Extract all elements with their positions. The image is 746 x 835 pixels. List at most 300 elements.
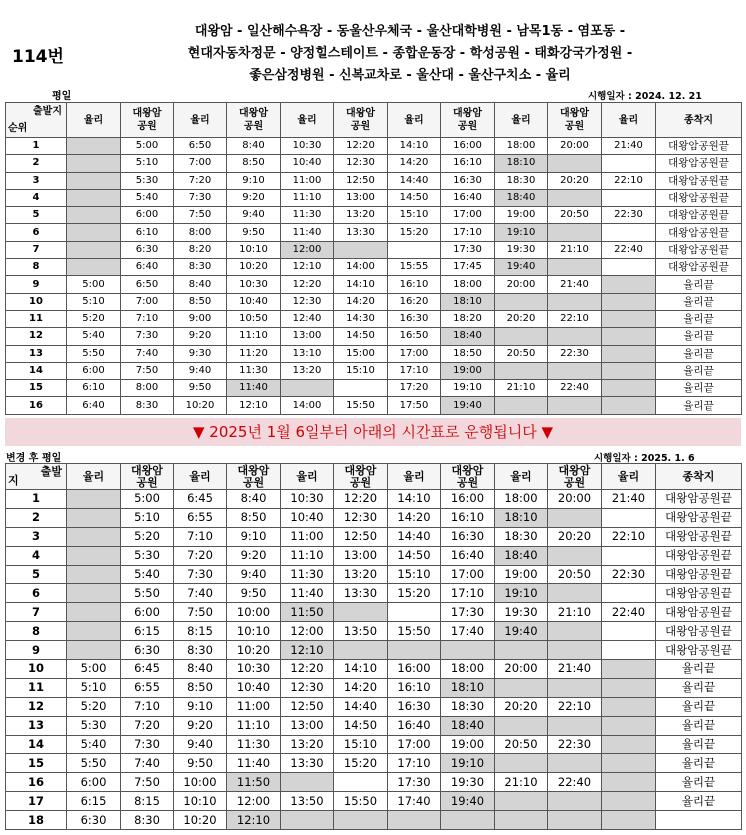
table-row	[6, 207, 742, 224]
departure-time-cell: 19:00	[495, 207, 548, 224]
column-header: 율리	[495, 103, 548, 138]
destination-cell: 대왕암공원끝	[656, 259, 742, 276]
timetable-weekday	[5, 102, 742, 415]
table-row	[6, 811, 742, 830]
header-row	[6, 103, 742, 138]
column-header: 대왕암 공원	[548, 103, 602, 138]
column-header: 율리	[281, 103, 334, 138]
departure-time-cell: 11:00	[227, 697, 281, 716]
departure-time-cell: 14:20	[388, 155, 441, 172]
departure-time-cell: 17:50	[388, 397, 441, 414]
departure-time-cell: 8:15	[121, 792, 174, 811]
departure-time-cell: 10:10	[227, 622, 281, 641]
departure-time-cell: 18:30	[441, 697, 495, 716]
departure-time-cell: 12:00	[281, 622, 334, 641]
departure-time-cell: 21:40	[602, 490, 656, 509]
departure-time-cell: 6:50	[174, 138, 227, 155]
column-header: 율리	[495, 464, 548, 490]
table-row	[6, 397, 742, 414]
departure-time-cell	[67, 641, 121, 660]
departure-time-cell: 14:50	[334, 716, 388, 735]
departure-time-cell: 11:40	[227, 380, 281, 397]
column-header: 대왕암 공원	[121, 103, 174, 138]
column-header: 대왕암 공원	[441, 103, 495, 138]
destination-cell: 대왕암공원끝	[656, 490, 742, 509]
departure-time-cell: 8:40	[174, 276, 227, 293]
table-row	[6, 716, 742, 735]
table1-effective-date: 시행일자 : 2024. 12. 21	[588, 91, 702, 102]
departure-time-cell: 10:30	[281, 138, 334, 155]
departure-time-cell: 18:10	[495, 508, 548, 527]
departure-time-cell: 5:40	[121, 189, 174, 206]
departure-time-cell	[388, 641, 441, 660]
departure-time-cell: 8:20	[174, 241, 227, 258]
destination-cell: 대왕암공원끝	[656, 546, 742, 565]
departure-time-cell: 11:30	[227, 735, 281, 754]
departure-time-cell: 17:00	[441, 207, 495, 224]
destination-cell: 대왕암공원끝	[656, 138, 742, 155]
departure-time-cell: 19:40	[495, 622, 548, 641]
destination-cell: 율리끝	[656, 716, 742, 735]
departure-time-cell: 5:40	[67, 328, 121, 345]
departure-time-cell: 6:10	[67, 380, 121, 397]
departure-time-cell	[495, 293, 548, 310]
table-row	[6, 189, 742, 206]
departure-time-cell	[281, 380, 334, 397]
table-row	[6, 241, 742, 258]
departure-time-cell: 17:20	[388, 380, 441, 397]
departure-time-cell	[602, 660, 656, 679]
column-header: 율리	[174, 103, 227, 138]
column-header: 율리	[67, 103, 121, 138]
departure-time-cell: 13:20	[281, 735, 334, 754]
departure-time-cell: 22:10	[602, 527, 656, 546]
departure-time-cell	[388, 241, 441, 258]
departure-time-cell: 12:40	[281, 310, 334, 327]
departure-time-cell	[602, 259, 656, 276]
departure-time-cell: 12:10	[281, 259, 334, 276]
departure-time-cell: 11:30	[227, 362, 281, 379]
departure-time-cell: 22:10	[548, 310, 602, 327]
table-row	[6, 603, 742, 622]
table-row	[6, 345, 742, 362]
departure-time-cell: 15:10	[388, 207, 441, 224]
rank-cell: 3	[6, 172, 67, 189]
departure-time-cell: 11:00	[281, 172, 334, 189]
departure-time-cell: 16:00	[441, 490, 495, 509]
table-row	[6, 380, 742, 397]
table2-effective-date: 시행일자 : 2025. 1. 6	[594, 453, 695, 464]
departure-time-cell: 16:40	[441, 189, 495, 206]
departure-time-cell: 6:10	[121, 224, 174, 241]
destination-cell: 대왕암공원끝	[656, 584, 742, 603]
departure-time-cell: 18:30	[495, 172, 548, 189]
departure-time-cell: 19:30	[441, 773, 495, 792]
table-row	[6, 362, 742, 379]
departure-time-cell	[548, 546, 602, 565]
rank-cell: 11	[6, 678, 67, 697]
departure-time-cell: 5:30	[121, 172, 174, 189]
departure-time-cell: 22:30	[548, 735, 602, 754]
departure-time-cell: 5:20	[67, 310, 121, 327]
departure-time-cell: 16:40	[388, 716, 441, 735]
departure-time-cell: 19:00	[441, 362, 495, 379]
rank-cell: 6	[6, 584, 67, 603]
corner-origin-label: 출발	[40, 465, 62, 478]
departure-time-cell	[67, 622, 121, 641]
table-row	[6, 546, 742, 565]
departure-time-cell	[602, 622, 656, 641]
departure-time-cell: 17:00	[388, 735, 441, 754]
departure-time-cell	[67, 138, 121, 155]
departure-time-cell: 16:50	[388, 328, 441, 345]
departure-time-cell: 19:00	[441, 735, 495, 754]
departure-time-cell: 8:00	[174, 224, 227, 241]
departure-time-cell: 22:10	[602, 172, 656, 189]
table-row	[6, 565, 742, 584]
departure-time-cell: 8:50	[174, 293, 227, 310]
departure-time-cell: 18:00	[495, 490, 548, 509]
departure-time-cell: 20:20	[548, 527, 602, 546]
departure-time-cell: 17:10	[441, 224, 495, 241]
departure-time-cell: 5:10	[67, 293, 121, 310]
departure-time-cell: 7:10	[174, 527, 227, 546]
departure-time-cell	[548, 754, 602, 773]
departure-time-cell: 6:15	[67, 792, 121, 811]
departure-time-cell: 17:30	[441, 241, 495, 258]
departure-time-cell: 9:10	[227, 172, 281, 189]
table-row	[6, 293, 742, 310]
departure-time-cell: 11:40	[227, 754, 281, 773]
departure-time-cell: 13:10	[281, 345, 334, 362]
departure-time-cell	[602, 584, 656, 603]
departure-time-cell: 16:00	[388, 660, 441, 679]
departure-time-cell: 7:50	[174, 207, 227, 224]
departure-time-cell: 14:50	[388, 546, 441, 565]
departure-time-cell	[602, 641, 656, 660]
departure-time-cell: 17:00	[388, 345, 441, 362]
departure-time-cell: 14:10	[334, 660, 388, 679]
departure-time-cell: 18:20	[441, 310, 495, 327]
departure-time-cell: 10:40	[281, 508, 334, 527]
departure-time-cell: 20:00	[548, 490, 602, 509]
departure-time-cell: 5:00	[67, 276, 121, 293]
departure-time-cell: 7:00	[121, 293, 174, 310]
departure-time-cell: 13:20	[334, 207, 388, 224]
departure-time-cell: 5:10	[67, 678, 121, 697]
departure-time-cell: 6:50	[121, 276, 174, 293]
rank-cell: 2	[6, 155, 67, 172]
destination-cell: 대왕암공원끝	[656, 241, 742, 258]
departure-time-cell: 14:30	[334, 310, 388, 327]
departure-time-cell: 17:45	[441, 259, 495, 276]
departure-time-cell: 18:40	[441, 328, 495, 345]
departure-time-cell: 21:10	[548, 603, 602, 622]
corner-header	[6, 464, 67, 490]
departure-time-cell: 7:50	[121, 362, 174, 379]
departure-time-cell: 10:00	[174, 773, 227, 792]
departure-time-cell: 20:20	[495, 310, 548, 327]
departure-time-cell	[602, 293, 656, 310]
destination-cell: 대왕암공원끝	[656, 207, 742, 224]
table-row	[6, 276, 742, 293]
departure-time-cell: 16:10	[441, 155, 495, 172]
departure-time-cell: 15:50	[334, 792, 388, 811]
departure-time-cell	[602, 276, 656, 293]
rank-cell: 14	[6, 362, 67, 379]
departure-time-cell	[281, 773, 334, 792]
rank-cell: 11	[6, 310, 67, 327]
table-row	[6, 259, 742, 276]
departure-time-cell: 20:00	[548, 138, 602, 155]
departure-time-cell: 12:20	[281, 660, 334, 679]
departure-time-cell	[602, 754, 656, 773]
departure-time-cell	[602, 735, 656, 754]
departure-time-cell: 12:50	[334, 527, 388, 546]
departure-time-cell: 15:20	[388, 224, 441, 241]
departure-time-cell	[548, 622, 602, 641]
rank-cell: 4	[6, 189, 67, 206]
departure-time-cell	[67, 508, 121, 527]
table-row	[6, 754, 742, 773]
destination-cell: 율리끝	[656, 773, 742, 792]
departure-time-cell	[334, 641, 388, 660]
departure-time-cell: 12:10	[281, 641, 334, 660]
departure-time-cell: 7:50	[174, 603, 227, 622]
departure-time-cell: 20:50	[495, 345, 548, 362]
departure-time-cell: 10:50	[227, 310, 281, 327]
departure-time-cell: 5:40	[121, 565, 174, 584]
departure-time-cell	[67, 603, 121, 622]
departure-time-cell: 18:00	[441, 276, 495, 293]
departure-time-cell: 9:50	[227, 584, 281, 603]
departure-time-cell: 10:30	[227, 660, 281, 679]
departure-time-cell: 6:45	[121, 660, 174, 679]
destination-cell: 대왕암공원끝	[656, 527, 742, 546]
departure-time-cell	[602, 678, 656, 697]
departure-time-cell: 9:50	[174, 754, 227, 773]
departure-time-cell: 14:20	[334, 293, 388, 310]
departure-time-cell: 20:00	[495, 276, 548, 293]
departure-time-cell: 6:00	[121, 603, 174, 622]
departure-time-cell: 8:40	[227, 490, 281, 509]
departure-time-cell: 7:50	[121, 773, 174, 792]
departure-time-cell: 6:40	[67, 397, 121, 414]
departure-time-cell: 7:10	[121, 310, 174, 327]
rank-cell: 6	[6, 224, 67, 241]
departure-time-cell	[548, 224, 602, 241]
departure-time-cell: 8:00	[121, 380, 174, 397]
departure-time-cell: 18:00	[495, 138, 548, 155]
departure-time-cell: 5:40	[67, 735, 121, 754]
departure-time-cell: 15:10	[388, 565, 441, 584]
table-row	[6, 155, 742, 172]
departure-time-cell: 10:20	[174, 811, 227, 830]
departure-time-cell: 7:40	[121, 345, 174, 362]
route-number: 114번	[12, 47, 64, 67]
destination-cell: 대왕암공원끝	[656, 641, 742, 660]
departure-time-cell: 9:20	[227, 189, 281, 206]
departure-time-cell: 9:10	[174, 697, 227, 716]
departure-time-cell: 14:20	[334, 678, 388, 697]
departure-time-cell: 9:40	[227, 207, 281, 224]
departure-time-cell	[495, 328, 548, 345]
departure-time-cell	[67, 565, 121, 584]
departure-time-cell	[67, 527, 121, 546]
rank-cell: 5	[6, 207, 67, 224]
departure-time-cell	[602, 345, 656, 362]
departure-time-cell: 14:10	[388, 138, 441, 155]
rank-cell: 13	[6, 345, 67, 362]
column-header: 율리	[388, 103, 441, 138]
departure-time-cell: 5:00	[121, 138, 174, 155]
departure-time-cell: 9:20	[174, 328, 227, 345]
departure-time-cell: 22:40	[602, 241, 656, 258]
departure-time-cell: 12:30	[334, 508, 388, 527]
departure-time-cell: 9:00	[174, 310, 227, 327]
table-row	[6, 641, 742, 660]
rank-cell: 14	[6, 735, 67, 754]
departure-time-cell	[548, 362, 602, 379]
table1-section-label: 평일	[52, 91, 72, 102]
departure-time-cell: 11:10	[227, 328, 281, 345]
departure-time-cell: 6:00	[121, 207, 174, 224]
table-row	[6, 735, 742, 754]
departure-time-cell: 6:45	[174, 490, 227, 509]
rank-cell: 18	[6, 811, 67, 830]
departure-time-cell: 22:30	[602, 207, 656, 224]
departure-time-cell	[602, 328, 656, 345]
departure-time-cell: 11:10	[281, 546, 334, 565]
departure-time-cell: 8:15	[174, 622, 227, 641]
departure-time-cell: 10:10	[227, 241, 281, 258]
departure-time-cell	[67, 172, 121, 189]
departure-time-cell: 10:00	[227, 603, 281, 622]
departure-time-cell: 11:50	[227, 773, 281, 792]
departure-time-cell	[495, 792, 548, 811]
departure-time-cell	[334, 773, 388, 792]
departure-time-cell: 15:50	[388, 622, 441, 641]
departure-time-cell: 19:10	[441, 754, 495, 773]
rank-cell: 15	[6, 380, 67, 397]
departure-time-cell: 8:30	[121, 811, 174, 830]
destination-cell: 율리끝	[656, 792, 742, 811]
departure-time-cell: 17:10	[441, 584, 495, 603]
departure-time-cell: 13:20	[334, 565, 388, 584]
departure-time-cell: 13:30	[281, 754, 334, 773]
table-row	[6, 172, 742, 189]
corner-origin-label: 출발지	[33, 106, 62, 117]
column-header: 종착지	[656, 464, 742, 490]
departure-time-cell: 17:30	[388, 773, 441, 792]
departure-time-cell	[548, 397, 602, 414]
departure-time-cell: 9:40	[174, 735, 227, 754]
departure-time-cell: 8:30	[174, 259, 227, 276]
departure-time-cell: 6:00	[67, 773, 121, 792]
rank-cell: 12	[6, 697, 67, 716]
departure-time-cell: 15:20	[334, 754, 388, 773]
departure-time-cell: 5:50	[121, 584, 174, 603]
rank-cell: 16	[6, 773, 67, 792]
departure-time-cell: 16:30	[388, 697, 441, 716]
departure-time-cell: 11:40	[281, 224, 334, 241]
departure-time-cell	[495, 811, 548, 830]
departure-time-cell: 5:30	[121, 546, 174, 565]
route-stops	[150, 21, 670, 87]
departure-time-cell: 10:20	[174, 397, 227, 414]
departure-time-cell: 12:50	[281, 697, 334, 716]
table-row	[6, 490, 742, 509]
destination-cell: 율리끝	[656, 735, 742, 754]
departure-time-cell	[602, 397, 656, 414]
destination-cell: 율리끝	[656, 310, 742, 327]
column-header: 대왕암 공원	[121, 464, 174, 490]
departure-time-cell: 14:00	[334, 259, 388, 276]
rank-cell: 10	[6, 293, 67, 310]
departure-time-cell: 7:30	[121, 328, 174, 345]
departure-time-cell: 6:30	[121, 641, 174, 660]
departure-time-cell: 7:10	[121, 697, 174, 716]
departure-time-cell: 18:40	[495, 546, 548, 565]
departure-time-cell: 19:00	[495, 565, 548, 584]
departure-time-cell: 19:10	[441, 380, 495, 397]
table-row	[6, 508, 742, 527]
departure-time-cell	[281, 811, 334, 830]
departure-time-cell: 12:00	[281, 241, 334, 258]
departure-time-cell	[602, 716, 656, 735]
destination-cell: 율리끝	[656, 276, 742, 293]
route-stops-line: 대왕암 - 일산해수욕장 - 동울산우체국 - 울산대학병원 - 남목1동 - 염포동 -	[194, 24, 626, 39]
table-row	[6, 584, 742, 603]
departure-time-cell: 5:50	[67, 754, 121, 773]
rank-cell: 12	[6, 328, 67, 345]
departure-time-cell: 17:10	[388, 362, 441, 379]
table-row	[6, 792, 742, 811]
departure-time-cell: 19:30	[495, 241, 548, 258]
departure-time-cell: 21:10	[495, 773, 548, 792]
departure-time-cell	[548, 584, 602, 603]
departure-time-cell: 11:00	[281, 527, 334, 546]
destination-cell: 율리끝	[656, 362, 742, 379]
departure-time-cell: 11:40	[281, 584, 334, 603]
rank-cell: 1	[6, 138, 67, 155]
departure-time-cell	[67, 584, 121, 603]
departure-time-cell: 21:10	[548, 241, 602, 258]
departure-time-cell: 15:00	[334, 345, 388, 362]
departure-time-cell: 13:00	[281, 716, 334, 735]
rank-cell: 15	[6, 754, 67, 773]
departure-time-cell	[67, 490, 121, 509]
departure-time-cell	[602, 697, 656, 716]
departure-time-cell	[495, 678, 548, 697]
departure-time-cell: 9:10	[227, 527, 281, 546]
departure-time-cell	[441, 641, 495, 660]
departure-time-cell	[548, 678, 602, 697]
departure-time-cell: 13:20	[281, 362, 334, 379]
departure-time-cell: 12:10	[227, 397, 281, 414]
destination-cell: 대왕암공원끝	[656, 172, 742, 189]
schedule-change-banner: ▼ 2025년 1월 6일부터 아래의 시간표로 운행됩니다 ▼	[5, 418, 741, 446]
departure-time-cell: 6:40	[121, 259, 174, 276]
departure-time-cell: 11:30	[281, 565, 334, 584]
departure-time-cell	[67, 241, 121, 258]
departure-time-cell	[602, 792, 656, 811]
departure-time-cell: 6:30	[121, 241, 174, 258]
departure-time-cell: 15:10	[334, 735, 388, 754]
table-row	[6, 328, 742, 345]
departure-time-cell: 17:30	[441, 603, 495, 622]
departure-time-cell: 22:40	[548, 773, 602, 792]
